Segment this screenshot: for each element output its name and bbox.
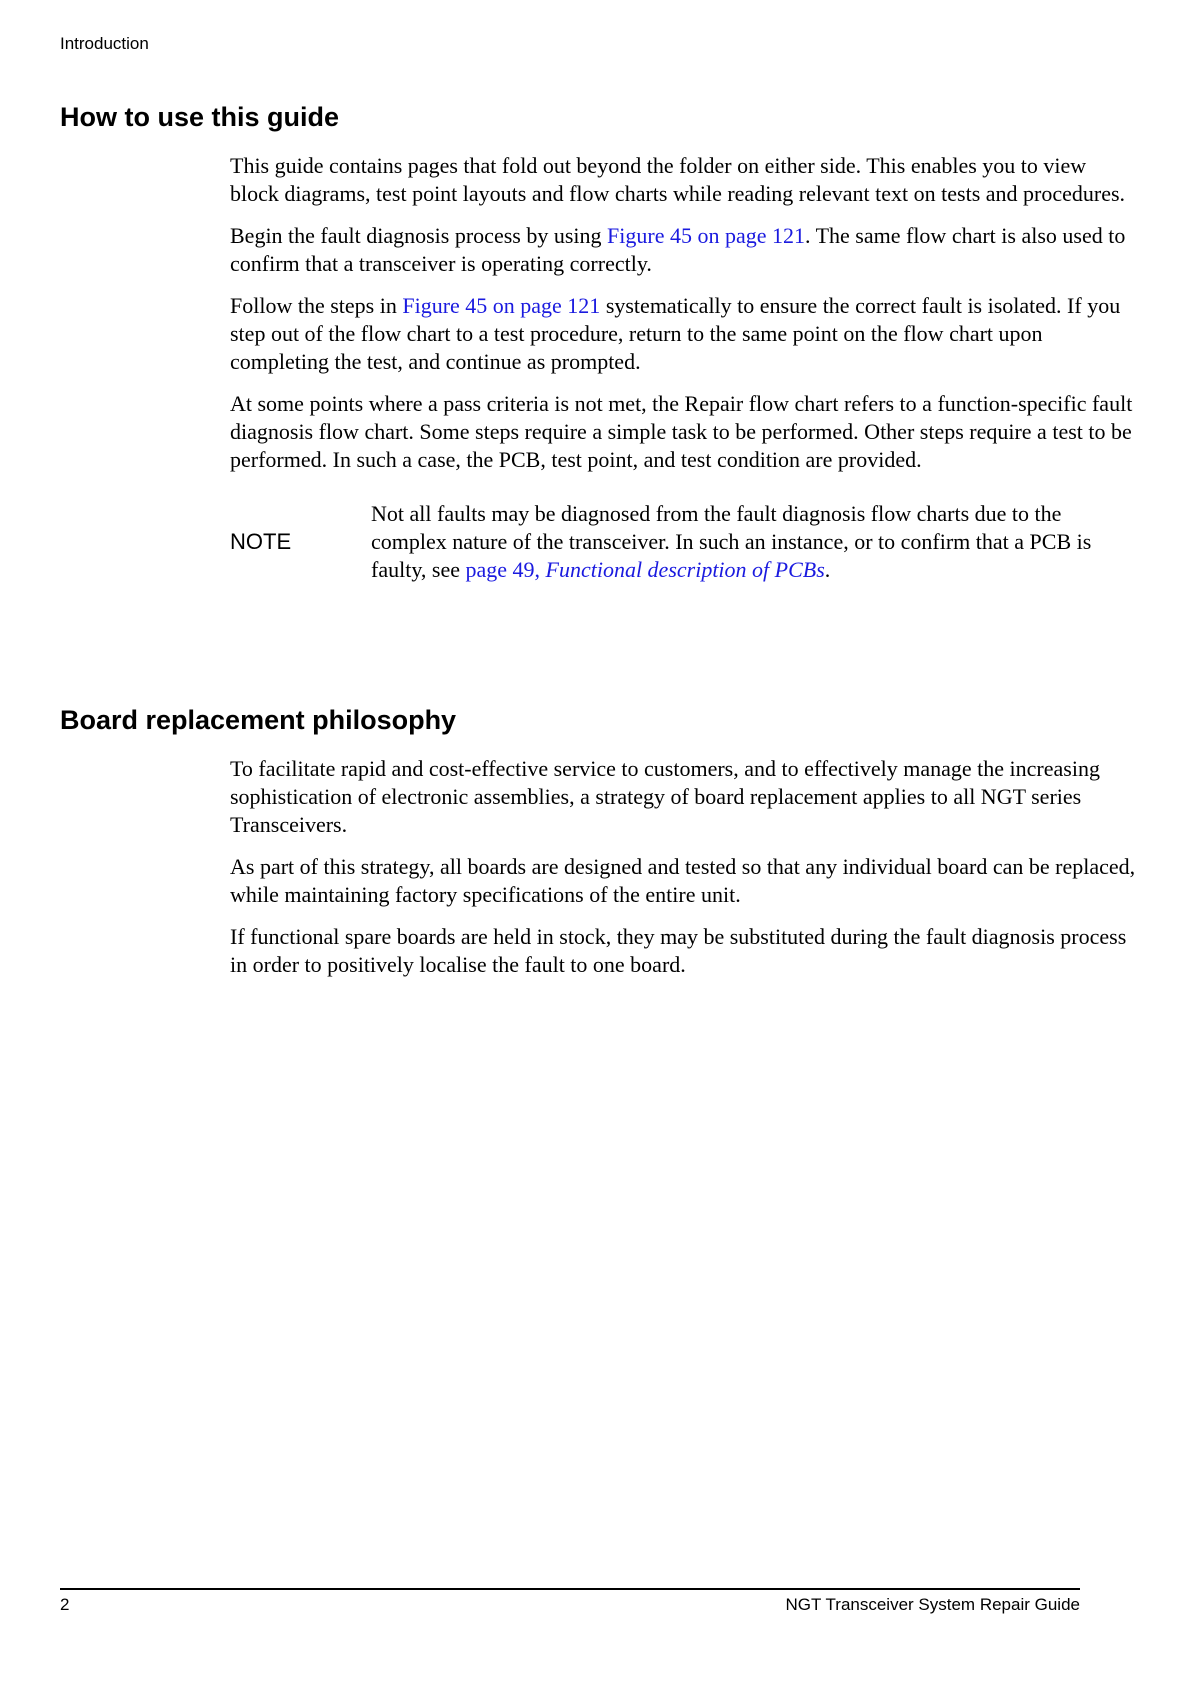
paragraph: As part of this strategy, all boards are designed and tested so that any individual board can be replaced, while maintaining factory specifications of the entire unit.: [230, 854, 1136, 907]
footer-rule: [60, 1588, 1080, 1590]
text-run: . The same flow chart is also used to confirm that a transceiver is operating correctly.: [230, 223, 1126, 276]
paragraph: At some points where a pass criteria is not met, the Repair flow chart refers to a function-specific fault diagnosis flow chart. Some steps require a simple task to be performed. Other steps require a test to be performed. In such a case, the PCB, test point, and test condition are provided.: [230, 391, 1133, 472]
board-replacement-section: [60, 701, 1136, 993]
note-box: [230, 500, 1140, 584]
functional-description-link[interactable]: [465, 557, 824, 582]
paragraph: [230, 292, 1140, 376]
text-run: Begin the fault diagnosis process by using: [230, 223, 608, 248]
link-title: Functional description of PCBs: [545, 557, 825, 582]
note-label: NOTE: [230, 529, 292, 554]
link-page: page 49,: [465, 557, 546, 582]
figure-45-link[interactable]: Figure 45 on page 121: [607, 223, 805, 248]
figure-45-link[interactable]: Figure 45 on page 121: [402, 293, 601, 318]
paragraph: If functional spare boards are held in stock, they may be substituted during the fault diagnosis process in order to positively localise the fault to one board.: [230, 924, 1127, 977]
text-run: Follow the steps in: [230, 293, 403, 318]
how-to-use-body: [230, 152, 1140, 584]
note-text: [371, 500, 1139, 584]
section-title-board-replacement: Board replacement philosophy: [60, 705, 457, 735]
text-run: Not all faults may be diagnosed from the fault diagnosis flow charts due to the complex nature of the transceiver. In such an instance, or to confirm that a PCB is faulty, see: [371, 501, 1092, 582]
paragraph: This guide contains pages that fold out beyond the folder on either side. This enables you to view block diagrams, test point layouts and flow charts while reading relevant text on tests and procedures.: [230, 153, 1126, 206]
footer-doc-title: NGT Transceiver System Repair Guide: [785, 1595, 1080, 1614]
section-title-how-to-use: How to use this guide: [60, 102, 340, 132]
paragraph: [230, 222, 1140, 278]
text-run: .: [824, 557, 831, 582]
how-to-use-section: [60, 98, 1133, 584]
page-number: 2: [60, 1595, 70, 1614]
board-replacement-body: [230, 755, 1140, 979]
running-head: Introduction: [60, 34, 149, 53]
paragraph: To facilitate rapid and cost-effective service to customers, and to effectively manage the increasing sophistication of electronic assemblies, a strategy of board replacement applies to all NGT series Transceivers.: [230, 756, 1100, 837]
text-run: systematically to ensure the correct fault is isolated. If you step out of the flow chart to a test procedure, return to the same point on the flow chart upon completing the test, and continue as prompted.: [230, 293, 1121, 374]
